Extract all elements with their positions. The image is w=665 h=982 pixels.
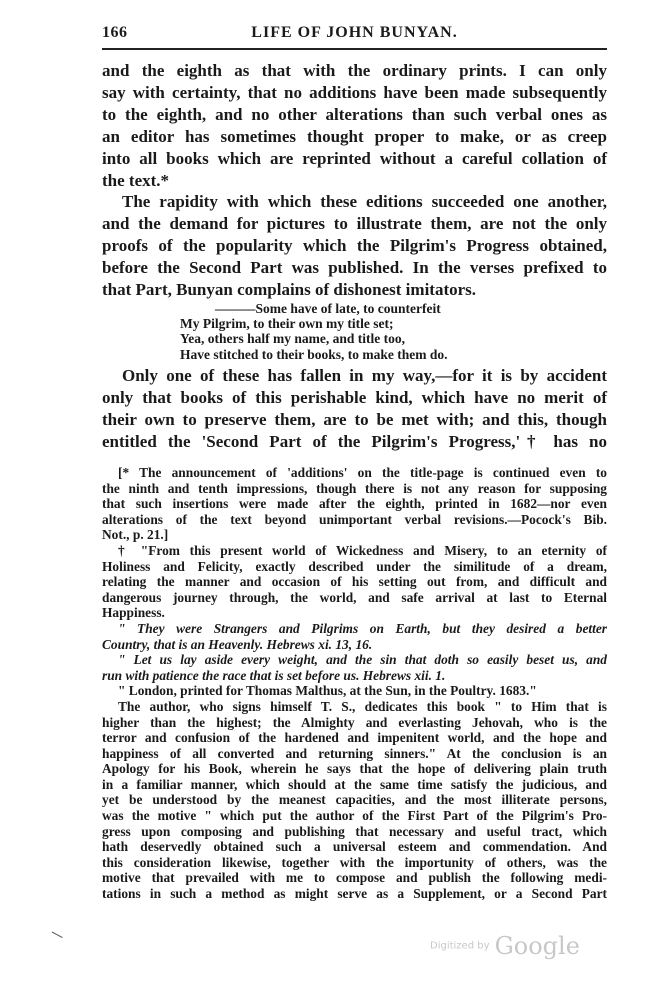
text-line: The rapidity with which these editions succeeded one another,	[122, 192, 607, 212]
note-line	[102, 637, 607, 653]
paragraph-1	[102, 60, 607, 191]
note-line: the ninth and tenth impressions, though there is not any reason for supposing	[102, 480, 607, 496]
scripture-quote-2	[102, 652, 607, 683]
google-wordmark: Google	[494, 932, 580, 960]
text-line: into all books which are reprinted without a careful collation of	[102, 148, 607, 168]
note-line: gress upon composing and publishing that necessary and useful tract, which	[102, 823, 607, 839]
note-line: hath deservedly obtained such a universal esteem and commendation. And	[102, 839, 607, 855]
digitization-watermark	[430, 932, 580, 960]
digitized-label: Digitized by	[430, 940, 490, 952]
quote-text: " Let us lay aside every weight, and the sin that doth so easily beset us, and	[118, 652, 607, 668]
note-line	[102, 668, 607, 684]
note-line	[102, 621, 607, 637]
verse-line: My Pilgrim, to their own my title set;	[180, 316, 394, 332]
note-line: dangerous journey through, the world, and safe arrival at last to Eternal	[102, 589, 607, 605]
note-line: that such insertions were made after the eighth, printed in 1682—nor even	[102, 496, 607, 512]
note-line: alterations of the text beyond unimportant verbal revisions.—Pocock's Bib.	[102, 511, 607, 527]
text-line: proofs of the popularity which the Pilgrim's Progress obtained,	[102, 236, 607, 256]
footnote-asterisk	[102, 465, 607, 543]
note-line: tations in such a method as might serve as a Supplement, or a Second Part	[102, 886, 607, 902]
text-line: only that books of this perishable kind, which have no merit of	[102, 387, 607, 407]
imprint-line: " London, printed for Thomas Malthus, at the Sun, in the Poultry. 1683."	[118, 683, 537, 699]
text-line: to the eighth, and no other alterations than such verbal ones as	[102, 104, 607, 124]
text-line: that Part, Bunyan complains of dishonest imitators.	[102, 280, 477, 300]
note-line: this consideration likewise, together with the importunity of others, was the	[102, 854, 607, 870]
text-line: the text.*	[102, 170, 170, 190]
footnotes	[102, 465, 607, 902]
margin-mark	[49, 932, 62, 943]
verse-line: Yea, others half my name, and title too,	[180, 331, 405, 347]
verse-quotation	[180, 301, 607, 362]
text-line: Only one of these has fallen in my way,—for it is by accident	[122, 365, 607, 385]
paragraph-3	[102, 365, 607, 453]
paragraph-2	[102, 191, 607, 301]
footnote-dagger	[102, 543, 607, 621]
verse-line: Have stitched to their books, to make them do.	[180, 346, 448, 362]
note-line: [* The announcement of 'additions' on the title-page is continued even to	[118, 465, 607, 480]
note-line: Happiness.	[102, 605, 165, 621]
note-line: † "From this present world of Wickedness and Misery, to an eternity of	[118, 542, 607, 558]
note-line: happiness of all converted and returning sinners." At the conclusion is an	[102, 745, 607, 761]
header-rule	[102, 48, 607, 50]
note-line: The author, who signs himself T. S., dedicates this book " to Him that is	[118, 698, 607, 714]
running-title: LIFE OF JOHN BUNYAN.	[251, 24, 458, 41]
text-line: and the demand for pictures to illustrate them, are not the only	[102, 214, 607, 234]
text-line: say with certainty, that no additions have been made subsequently	[102, 82, 607, 102]
text-line: and the eighth as that with the ordinary prints. I can only	[102, 61, 607, 80]
text-line: before the Second Part was published. In the verses prefixed to	[102, 258, 607, 278]
note-line: terror and confusion of the hardened and impenitent world, and the hope and	[102, 730, 607, 746]
note-line: Apology for his Book, wherein he says that the hope of delivering plain truth	[102, 761, 607, 777]
note-line: relating the manner and occasion of his setting out from, and difficult and	[102, 574, 607, 590]
quote-text: run with patience the race that is set before us. Hebrews xii. 1.	[102, 667, 446, 683]
text-line: their own to preserve them, are to be met with; and this, though	[102, 409, 607, 429]
note-line: Holiness and Felicity, exactly described under the similitude of a dream,	[102, 558, 607, 574]
quote-text: Country, that is an Heavenly. Hebrews xi. 13, 16.	[102, 636, 373, 652]
footnote-paragraph	[102, 699, 607, 902]
verse-line: ———Some have of late, to counterfeit	[215, 300, 441, 316]
text-line: an editor has sometimes thought proper to make, or as creep	[102, 126, 607, 146]
note-line: motive that prevailed with me to compose and publish the following medi-	[102, 870, 607, 886]
note-line: yet be understood by the meanest capacities, and the most illiterate persons,	[102, 792, 607, 808]
scripture-quote-1	[102, 621, 607, 652]
note-line: in a familiar manner, which should at the same time satisfy the judicious, and	[102, 776, 607, 792]
note-line	[102, 652, 607, 668]
note-line: was the motive " which put the author of the First Part of the Pilgrim's Pro-	[102, 808, 607, 824]
text-line: entitled the 'Second Part of the Pilgrim's Progress,'† has no	[102, 431, 607, 451]
note-line: higher than the highest; the Almighty and everlasting Jehovah, who is the	[102, 714, 607, 730]
main-text	[102, 60, 607, 452]
page-number: 166	[102, 24, 128, 41]
quote-text: " They were Strangers and Pilgrims on Earth, but they desired a better	[118, 620, 607, 636]
running-header	[102, 24, 607, 44]
note-line: Not., p. 21.]	[102, 527, 169, 543]
